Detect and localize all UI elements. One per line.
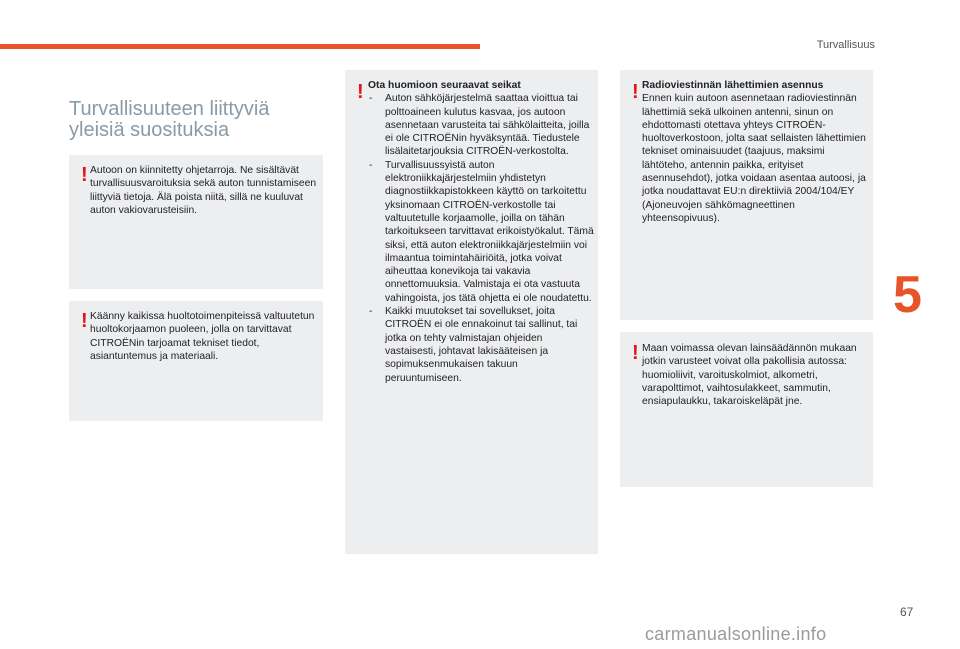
warning-box-electrical [345, 70, 598, 554]
chapter-number: 5 [893, 266, 922, 324]
warning-icon: ! [632, 81, 639, 103]
warning-icon: ! [81, 164, 88, 186]
warning-text-labels: Autoon on kiinnitetty ohjetarroja. Ne sisältävät turvallisuusvaroituksia sekä auton tunnistamiseen liittyviä tietoja. Älä poista niitä, sillä ne kuuluvat auton vakiovarusteisiin. [90, 165, 317, 216]
warning-box-service [69, 301, 323, 421]
warning-content-radio [642, 79, 870, 225]
warning-icon: ! [357, 81, 364, 103]
watermark: carmanualsonline.info [645, 624, 827, 644]
warning-content-electrical [368, 79, 594, 385]
page-title: Turvallisuuteen liittyviä yleisiä suosituksia [69, 98, 270, 141]
list-item: - Turvallisuussyistä auton elektroniikkajärjestelmiin yhdistetyn diagnostiikkapistokkeen käyttö on tarkoitettu yksinomaan CITROËN-verkostolle tai valtuutetulle korjaamolle, joilla on tähän tarkoitukseen tarvittavat erikoistyökalut. Tämä siksi, että auton elektroniikkajärjestelmiin voi ilmaantua toimintahäiriöitä, jotka voivat aiheuttaa konevikoja tai vakavia onnettomuuksia. Valmistaja ei ota vastuuta vahingoista, jos tätä ohjetta ei ole noudatettu. [368, 159, 594, 305]
radio-text: Ennen kuin autoon asennetaan radioviestinnän lähettimiä sekä ulkoinen antenni, sinun on ehdottomasti otettava yhteys CITROËN-huoltoverkostoon, jolta saat sellaisten lähettimien tekniset ominaisuudet (taajuus, maksimi lähtöteho, antennin paikka, erityiset asennusehdot), jotka voidaan asentaa autoosi, ja jotka noudattavat EU:n direktiiviä 2004/104/EY (Ajoneuvojen sähkömagneettinen yhteensopivuus). [642, 93, 866, 224]
page-number: 67 [900, 605, 914, 619]
section-header: Turvallisuus [816, 39, 875, 51]
list-item: - Kaikki muutokset tai sovellukset, joita CITROËN ei ole ennakoinut tai sallinut, tai jotka on tehty valmistajan ohjeiden vastaisesti, johtavat lakisääteisen ja sopimuksenmukaisen takuun peruuntumiseen. [368, 305, 594, 385]
warning-box-labels [69, 155, 323, 289]
radio-heading: Radioviestinnän lähettimien asennus [642, 80, 824, 91]
warning-icon: ! [632, 342, 639, 364]
warning-box-radio [620, 70, 873, 320]
warning-box-legal [620, 332, 873, 487]
warning-text-service: Käänny kaikissa huoltotoimenpiteissä valtuutetun huoltokorjaamon puoleen, jolla on tarvittavat CITROËNin tarjoamat tekniset tiedot, asiantuntemus ja materiaali. [90, 311, 315, 362]
header-accent-bar [0, 44, 480, 49]
list-item: - Auton sähköjärjestelmä saattaa vioittua tai polttoaineen kulutus kasvaa, jos autoon asennetaan varusteita tai sähkölaitteita, joilla ei ole CITROËNin hyväksyntää. Tiedustele lisälaitetarjouksia CITROËN-verkostolta. [368, 92, 594, 158]
electrical-list [368, 92, 594, 385]
warning-text-legal: Maan voimassa olevan lainsäädännön mukaan jotkin varusteet voivat olla pakollisia autossa: huomioliivit, varoituskolmiot, alkometri, varapolttimot, vaihtosulakkeet, sammutin, ensiapulaukku, takaroiskeläpät jne. [642, 343, 857, 408]
electrical-heading: Ota huomioon seuraavat seikat [368, 80, 521, 91]
warning-icon: ! [81, 310, 88, 332]
